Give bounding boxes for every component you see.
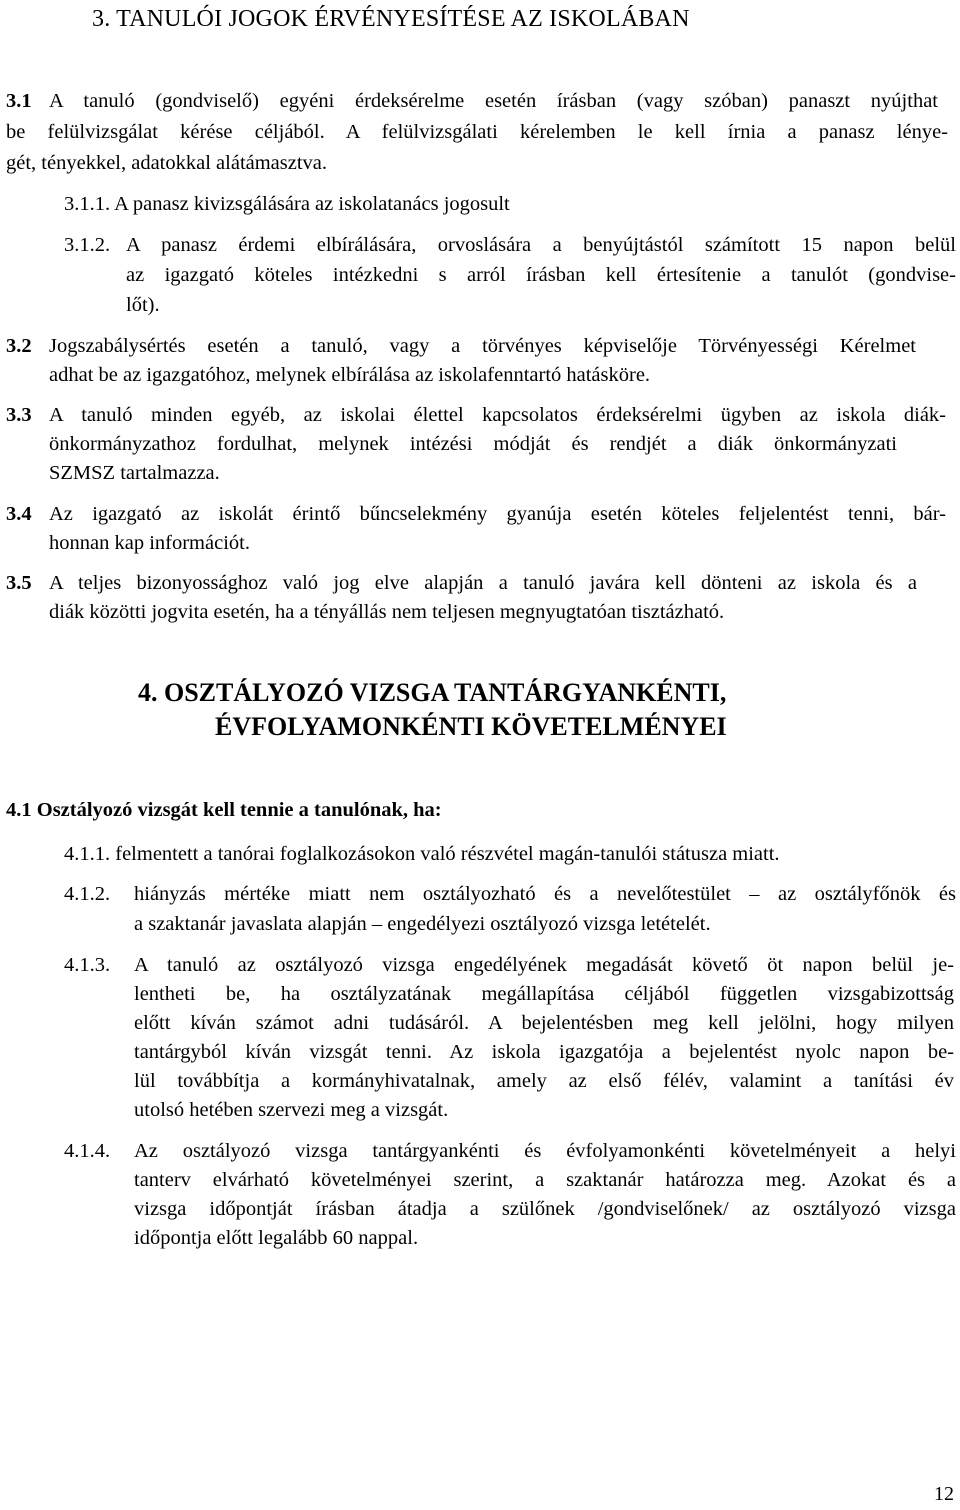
paragraph-3-3-number: 3.3 bbox=[6, 404, 32, 426]
paragraph-3-1-number: 3.1 bbox=[6, 90, 32, 112]
paragraph-4-1-3-line: előtt kíván számot adni tudásáról. A bejelentésben meg kell jelölni, hogy milyen bbox=[134, 1012, 954, 1034]
paragraph-4-1-2-number: 4.1.2. bbox=[64, 883, 111, 905]
paragraph-4-1-3-line: lül továbbítja a kormányhivatalnak, amely az első félév, valamint a tanítási év bbox=[134, 1070, 954, 1092]
paragraph-3-5-line: diák közötti jogvita esetén, ha a tényállás nem teljesen megnyugtatóan tisztázható. bbox=[49, 601, 725, 623]
paragraph-3-4-line: Az igazgató az iskolát érintő bűncselekmény gyanúja esetén köteles feljelentést tenni, bár- bbox=[49, 503, 946, 525]
paragraph-3-1-1: 3.1.1. A panasz kivizsgálására az iskolatanács jogosult bbox=[64, 193, 510, 215]
paragraph-4-1-4-line: időpontja előtt legalább 60 nappal. bbox=[134, 1227, 419, 1249]
paragraph-4-1-3-number: 4.1.3. bbox=[64, 954, 111, 976]
paragraph-3-1-line: A tanuló (gondviselő) egyéni érdeksérelme esetén írásban (vagy szóban) panaszt nyújthat bbox=[49, 90, 938, 112]
paragraph-4-1-2-line: a szaktanár javaslata alapján – engedélyezi osztályozó vizsga letételét. bbox=[134, 913, 711, 935]
paragraph-3-4-number: 3.4 bbox=[6, 503, 32, 525]
paragraph-3-1-line: gét, tényekkel, adatokkal alátámasztva. bbox=[6, 152, 328, 174]
paragraph-3-4-line: honnan kap információt. bbox=[49, 532, 250, 554]
paragraph-4-1-3-line: lentheti be, ha osztályzatának megállapítása céljából független vizsgabizottság bbox=[134, 983, 954, 1005]
paragraph-4-1-3-line: tantárgyból kíván vizsgát tenni. Az iskola igazgatója a bejelentést nyolc napon be- bbox=[134, 1041, 954, 1063]
paragraph-4-1-heading: 4.1 Osztályozó vizsgát kell tennie a tanulónak, ha: bbox=[6, 799, 442, 821]
paragraph-4-1-2-line: hiányzás mértéke miatt nem osztályozható és a nevelőtestület – az osztályfőnök és bbox=[134, 883, 956, 905]
section-4-heading: 4. OSZTÁLYOZÓ VIZSGA TANTÁRGYANKÉNTI, bbox=[138, 678, 727, 707]
page-number: 12 bbox=[934, 1483, 954, 1505]
section-4-heading-line2: ÉVFOLYAMONKÉNTI KÖVETELMÉNYEI bbox=[215, 712, 727, 741]
paragraph-4-1-1: 4.1.1. felmentett a tanórai foglalkozásokon való részvétel magán-tanulói státusza miatt. bbox=[64, 843, 780, 865]
paragraph-4-1-4-line: tanterv elvárható követelményei szerint, a szaktanár határozza meg. Azokat és a bbox=[134, 1169, 956, 1191]
paragraph-3-2-number: 3.2 bbox=[6, 335, 32, 357]
paragraph-4-1-4-number: 4.1.4. bbox=[64, 1140, 111, 1162]
paragraph-3-5-number: 3.5 bbox=[6, 572, 32, 594]
paragraph-3-1-2-line: A panasz érdemi elbírálására, orvoslására a benyújtástól számított 15 napon belül bbox=[126, 234, 956, 256]
paragraph-3-1-2-line: az igazgató köteles intézkedni s arról írásban kell értesítenie a tanulót (gondvise- bbox=[126, 264, 956, 286]
paragraph-4-1-3-line: A tanuló az osztályozó vizsga engedélyének megadását követő öt napon belül je- bbox=[134, 954, 954, 976]
paragraph-4-1-4-line: vizsga időpontját írásban átadja a szülőnek /gondviselőnek/ az osztályozó vizsga bbox=[134, 1198, 956, 1220]
paragraph-3-2-line: Jogszabálysértés esetén a tanuló, vagy a törvényes képviselője Törvényességi Kérelmet bbox=[49, 335, 916, 357]
section-3-heading: 3. TANULÓI JOGOK ÉRVÉNYESÍTÉSE AZ ISKOLÁBAN bbox=[92, 6, 690, 32]
paragraph-3-1-line: be felülvizsgálat kérése céljából. A felülvizsgálati kérelemben le kell írnia a panasz lénye- bbox=[6, 121, 948, 143]
paragraph-4-1-4-line: Az osztályozó vizsga tantárgyankénti és évfolyamonkénti követelményeit a helyi bbox=[134, 1140, 956, 1162]
paragraph-3-3-line: önkormányzathoz fordulhat, melynek intézési módját és rendjét a diák önkormányzati bbox=[49, 433, 897, 455]
paragraph-4-1-3-line: utolsó hetében szervezi meg a vizsgát. bbox=[134, 1099, 449, 1121]
paragraph-3-3-line: SZMSZ tartalmazza. bbox=[49, 462, 220, 484]
paragraph-3-1-2-line: lőt). bbox=[126, 294, 160, 316]
paragraph-3-5-line: A teljes bizonyossághoz való jog elve alapján a tanuló javára kell dönteni az iskola és a bbox=[49, 572, 917, 594]
paragraph-3-2-line: adhat be az igazgatóhoz, melynek elbírálása az iskolafenntartó hatásköre. bbox=[49, 364, 651, 386]
paragraph-3-3-line: A tanuló minden egyéb, az iskolai élettel kapcsolatos érdeksérelmi ügyben az iskola diák- bbox=[49, 404, 946, 426]
paragraph-3-1-2-number: 3.1.2. bbox=[64, 234, 111, 256]
